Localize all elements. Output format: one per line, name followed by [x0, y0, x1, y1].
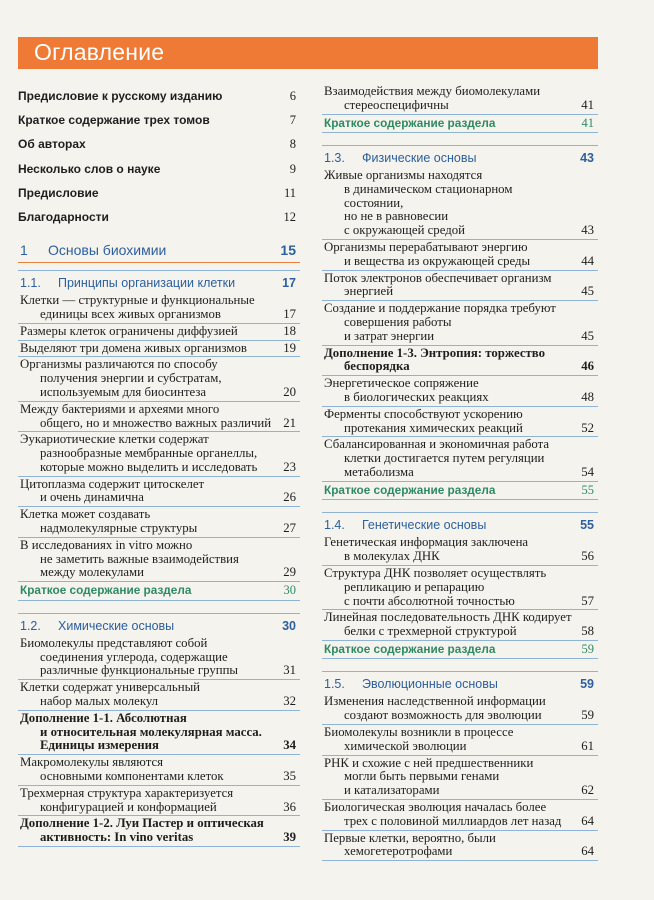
summary-label: Краткое содержание раздела [20, 583, 192, 598]
entry-line: между молекулами [40, 565, 145, 580]
entry-line: Организмы различаются по способу [20, 357, 218, 372]
entry-line: Клетки — структурные и функциональные [20, 293, 255, 308]
entry-line: репликацию и репарацию [344, 579, 485, 594]
entry-page: 17 [283, 306, 296, 321]
entry-line: и относительная молекулярная масса. [40, 724, 262, 739]
supplement-entry[interactable] [18, 816, 300, 847]
entry-line: Биологическая эволюция началась более [324, 799, 547, 814]
toc-entry[interactable] [322, 437, 598, 481]
toc-entry[interactable] [322, 376, 598, 407]
entry-line: могли быть первыми генами [344, 769, 500, 784]
entry-page: 19 [283, 340, 296, 355]
entry-page: 34 [283, 738, 296, 753]
entry-line: Энергетическое сопряжение [324, 376, 479, 391]
entry-line: Линейная последовательность ДНК кодирует [324, 610, 572, 625]
entry-line: которые можно выделить и исследовать [40, 459, 258, 474]
chapter-page: 15 [280, 242, 296, 259]
toc-entry[interactable] [322, 271, 598, 302]
entry-line: Биомолекулы представляют собой [20, 635, 208, 650]
entry-line: и вещества из окружающей среды [344, 253, 531, 268]
section-heading[interactable] [322, 512, 598, 535]
section-summary[interactable] [322, 115, 598, 134]
toc-entry[interactable] [18, 680, 300, 711]
chapter-heading[interactable] [18, 240, 300, 263]
entry-line: не заметить важные взаимодействия [40, 551, 239, 566]
entry-line: Организмы перерабатывают энергию [324, 240, 528, 255]
entry-page: 45 [581, 328, 594, 343]
entry-page: 26 [283, 490, 296, 505]
front-matter-item[interactable] [18, 157, 300, 181]
toc-entry[interactable] [18, 507, 300, 538]
entry-line: Биомолекулы возникли в процессе [324, 725, 514, 739]
front-matter-label: Благодарности [18, 209, 109, 224]
entry-line: В исследованиях in vitro можно [20, 537, 193, 552]
entry-page: 44 [581, 253, 594, 268]
front-matter-label: Предисловие к русскому изданию [18, 89, 223, 103]
entry-line: разнообразные мембранные органеллы, [40, 446, 258, 461]
section-summary[interactable] [322, 482, 598, 501]
entry-line: Взаимодействия между биомолекулами [324, 84, 541, 98]
summary-label: Краткое содержание раздела [324, 115, 496, 130]
summary-label: Краткое содержание раздела [324, 641, 496, 656]
entry-page: 59 [581, 708, 594, 723]
section-number: 1.2. [20, 618, 41, 633]
toc-entry[interactable] [322, 535, 598, 566]
entry-line: и затрат энергии [344, 328, 435, 343]
chapter-number: 1 [20, 242, 28, 259]
entry-line: набор малых молекул [40, 693, 159, 708]
entry-page: 31 [283, 663, 296, 678]
entry-line: беспорядка [344, 359, 410, 374]
entry-line: с почти абсолютной точностью [344, 593, 515, 608]
entry-line: используемым для биосинтеза [40, 384, 207, 399]
entry-page: 46 [581, 359, 594, 374]
entry-line: но не в равновесии [344, 209, 449, 224]
section-number: 1.5. [324, 677, 345, 692]
entry-line: в динамическом стационарном состоянии, [344, 181, 513, 210]
entry-page: 35 [283, 768, 296, 783]
front-matter-page: 7 [289, 113, 296, 128]
entry-page: 23 [283, 459, 296, 474]
entry-line: в молекулах ДНК [344, 549, 440, 564]
section-summary[interactable] [18, 582, 300, 601]
entry-line: единицы всех живых организмов [40, 306, 221, 321]
left-toc [18, 270, 300, 847]
entry-line: общего, но и множество важных различий [40, 415, 272, 430]
entry-line: с окружающей средой [344, 223, 465, 238]
entry-line: и очень динамична [40, 490, 144, 505]
toc-entry[interactable] [322, 800, 598, 831]
entry-page: 21 [283, 415, 296, 430]
entry-page: 43 [581, 223, 594, 238]
toc-entry[interactable] [322, 694, 598, 725]
toc-entry[interactable] [18, 341, 300, 358]
toc-entry[interactable] [18, 786, 300, 817]
entry-line: трех с половиной миллиардов лет назад [344, 813, 562, 828]
section-heading[interactable] [322, 671, 598, 694]
toc-entry[interactable] [322, 240, 598, 271]
section-number: 1.4. [324, 518, 345, 533]
entry-line: Структура ДНК позволяет осуществлять [324, 565, 547, 580]
supplement-entry[interactable] [18, 711, 300, 755]
entry-line: Дополнение 1-2. Луи Пастер и оптическая [20, 816, 264, 831]
right-column [322, 84, 598, 861]
front-matter-item[interactable] [18, 108, 300, 132]
front-matter-item[interactable] [18, 132, 300, 156]
toc-entry[interactable] [18, 538, 300, 582]
summary-page: 30 [283, 583, 296, 598]
toc-entry[interactable] [322, 407, 598, 438]
summary-page: 55 [581, 482, 594, 497]
entry-page: 20 [283, 384, 296, 399]
toc-entry[interactable] [322, 831, 598, 862]
entry-page: 18 [283, 323, 296, 338]
section-number: 1.3. [324, 151, 345, 166]
entry-line: белки с трехмерной структурой [344, 624, 517, 639]
entry-line: Первые клетки, вероятно, были [324, 830, 496, 845]
entry-page: 27 [283, 521, 296, 536]
entry-line: протекания химических реакций [344, 420, 523, 435]
entry-line: Создание и поддержание порядка требуют [324, 301, 556, 316]
entry-line: Поток электронов обеспечивает организм [324, 270, 552, 285]
toc-entry[interactable] [18, 293, 300, 324]
front-matter-page: 11 [283, 185, 296, 200]
front-matter-label: Предисловие [18, 185, 99, 200]
entry-line: метаболизма [344, 465, 414, 480]
entry-line: Размеры клеток ограничены диффузией [20, 323, 238, 338]
toc-entry[interactable] [322, 756, 598, 800]
toc-entry[interactable] [18, 755, 300, 786]
front-matter-page: 12 [283, 209, 296, 224]
entry-line: получения энергии и субстратам, [40, 371, 222, 386]
front-matter-item[interactable] [18, 84, 300, 108]
entry-page: 32 [283, 693, 296, 708]
section-page: 30 [282, 618, 296, 633]
toc-entry[interactable] [18, 357, 300, 401]
supplement-entry[interactable] [322, 346, 598, 377]
entry-line: Цитоплазма содержит цитоскелет [20, 476, 205, 491]
entry-line: Клетка может создавать [20, 507, 151, 522]
section-title: Генетические основы [362, 518, 487, 533]
entry-line: клетки достигается путем регуляции [344, 451, 545, 466]
entry-line: и катализаторами [344, 783, 440, 798]
section-page: 17 [282, 276, 296, 291]
summary-label: Краткое содержание раздела [324, 482, 496, 497]
entry-line: Клетки содержат универсальный [20, 680, 201, 695]
entry-page: 56 [581, 549, 594, 564]
section-heading[interactable] [18, 270, 300, 293]
section-number: 1.1. [20, 276, 41, 291]
entry-page: 29 [283, 565, 296, 580]
entry-line: совершения работы [344, 315, 452, 330]
entry-page: 62 [581, 783, 594, 798]
front-matter-page: 8 [289, 137, 296, 152]
toc-entry[interactable] [18, 636, 300, 680]
front-matter-item[interactable] [18, 205, 300, 229]
section-page: 59 [580, 677, 594, 692]
chapter-title: Основы биохимии [48, 242, 167, 259]
entry-line: конфигурацией и конформацией [40, 799, 217, 814]
entry-page: 41 [581, 97, 594, 112]
left-column [18, 84, 300, 847]
entry-line: РНК и схожие с ней предшественники [324, 755, 534, 770]
entry-line: Эукариотические клетки содержат [20, 432, 209, 447]
entry-line: стереоспецифичны [344, 97, 449, 112]
entry-line: основными компонентами клеток [40, 768, 224, 783]
entry-line: создают возможность для эволюции [344, 708, 542, 723]
page-title: Оглавление [34, 39, 165, 65]
section-title: Химические основы [58, 618, 175, 633]
entry-line: различные функциональные группы [40, 663, 239, 678]
entry-line: Изменения наследственной информации [324, 694, 546, 709]
entry-page: 48 [581, 390, 594, 405]
front-matter-label: Краткое содержание трех томов [18, 113, 210, 128]
toc-entry[interactable] [322, 610, 598, 641]
toc-entry[interactable] [322, 725, 598, 756]
section-page: 43 [580, 151, 594, 166]
entry-line: Между бактериями и археями много [20, 401, 220, 416]
section-summary[interactable] [322, 641, 598, 660]
entry-line: Выделяют три домена живых организмов [20, 340, 247, 355]
front-matter-page: 6 [289, 89, 296, 103]
section-page: 55 [580, 518, 594, 533]
front-matter-label: Несколько слов о науке [18, 161, 161, 176]
entry-line: химической эволюции [344, 738, 467, 753]
section-title: Принципы организации клетки [58, 276, 236, 291]
front-matter-list [18, 84, 300, 229]
summary-page: 59 [581, 641, 594, 656]
entry-page: 39 [283, 830, 296, 845]
entry-line: активность: In vino veritas [40, 830, 194, 845]
entry-line: Единицы измерения [40, 738, 159, 753]
section-heading[interactable] [18, 613, 300, 636]
entry-line: Сбалансированная и экономичная работа [324, 437, 550, 452]
entry-line: хемогетеротрофами [344, 844, 453, 859]
entry-line: Генетическая информация заключена [324, 535, 529, 550]
toc-entry[interactable] [322, 168, 598, 240]
right-toc [322, 84, 598, 861]
section-heading[interactable] [322, 145, 598, 168]
entry-page: 36 [283, 799, 296, 814]
entry-line: соединения углерода, содержащие [40, 649, 228, 664]
front-matter-label: Об авторах [18, 137, 86, 152]
entry-line: надмолекулярные структуры [40, 521, 198, 536]
entry-page: 54 [581, 465, 594, 480]
entry-line: Живые организмы находятся [324, 168, 483, 183]
front-matter-page: 9 [289, 161, 296, 176]
toc-entry[interactable] [18, 402, 300, 433]
entry-line: Дополнение 1-1. Абсолютная [20, 710, 187, 725]
summary-page: 41 [581, 115, 594, 130]
entry-page: 61 [581, 738, 594, 753]
toc-entry[interactable] [322, 301, 598, 345]
section-title: Эволюционные основы [362, 677, 498, 692]
entry-line: Трехмерная структура характеризуется [20, 785, 234, 800]
toc-entry[interactable] [18, 432, 300, 476]
toc-entry[interactable] [322, 84, 598, 115]
toc-entry[interactable] [322, 566, 598, 610]
entry-page: 52 [581, 420, 594, 435]
entry-page: 64 [581, 844, 594, 859]
section-title: Физические основы [362, 151, 477, 166]
toc-entry[interactable] [18, 324, 300, 341]
entry-page: 45 [581, 284, 594, 299]
front-matter-item[interactable] [18, 181, 300, 205]
toc-entry[interactable] [18, 477, 300, 508]
entry-line: в биологических реакциях [344, 390, 489, 405]
entry-page: 64 [581, 813, 594, 828]
entry-line: Ферменты способствуют ускорению [324, 406, 523, 421]
entry-line: энергией [344, 284, 394, 299]
entry-line: Дополнение 1-3. Энтропия: торжество [324, 345, 546, 360]
entry-page: 57 [581, 593, 594, 608]
entry-line: Макромолекулы являются [20, 755, 164, 770]
entry-page: 58 [581, 624, 594, 639]
